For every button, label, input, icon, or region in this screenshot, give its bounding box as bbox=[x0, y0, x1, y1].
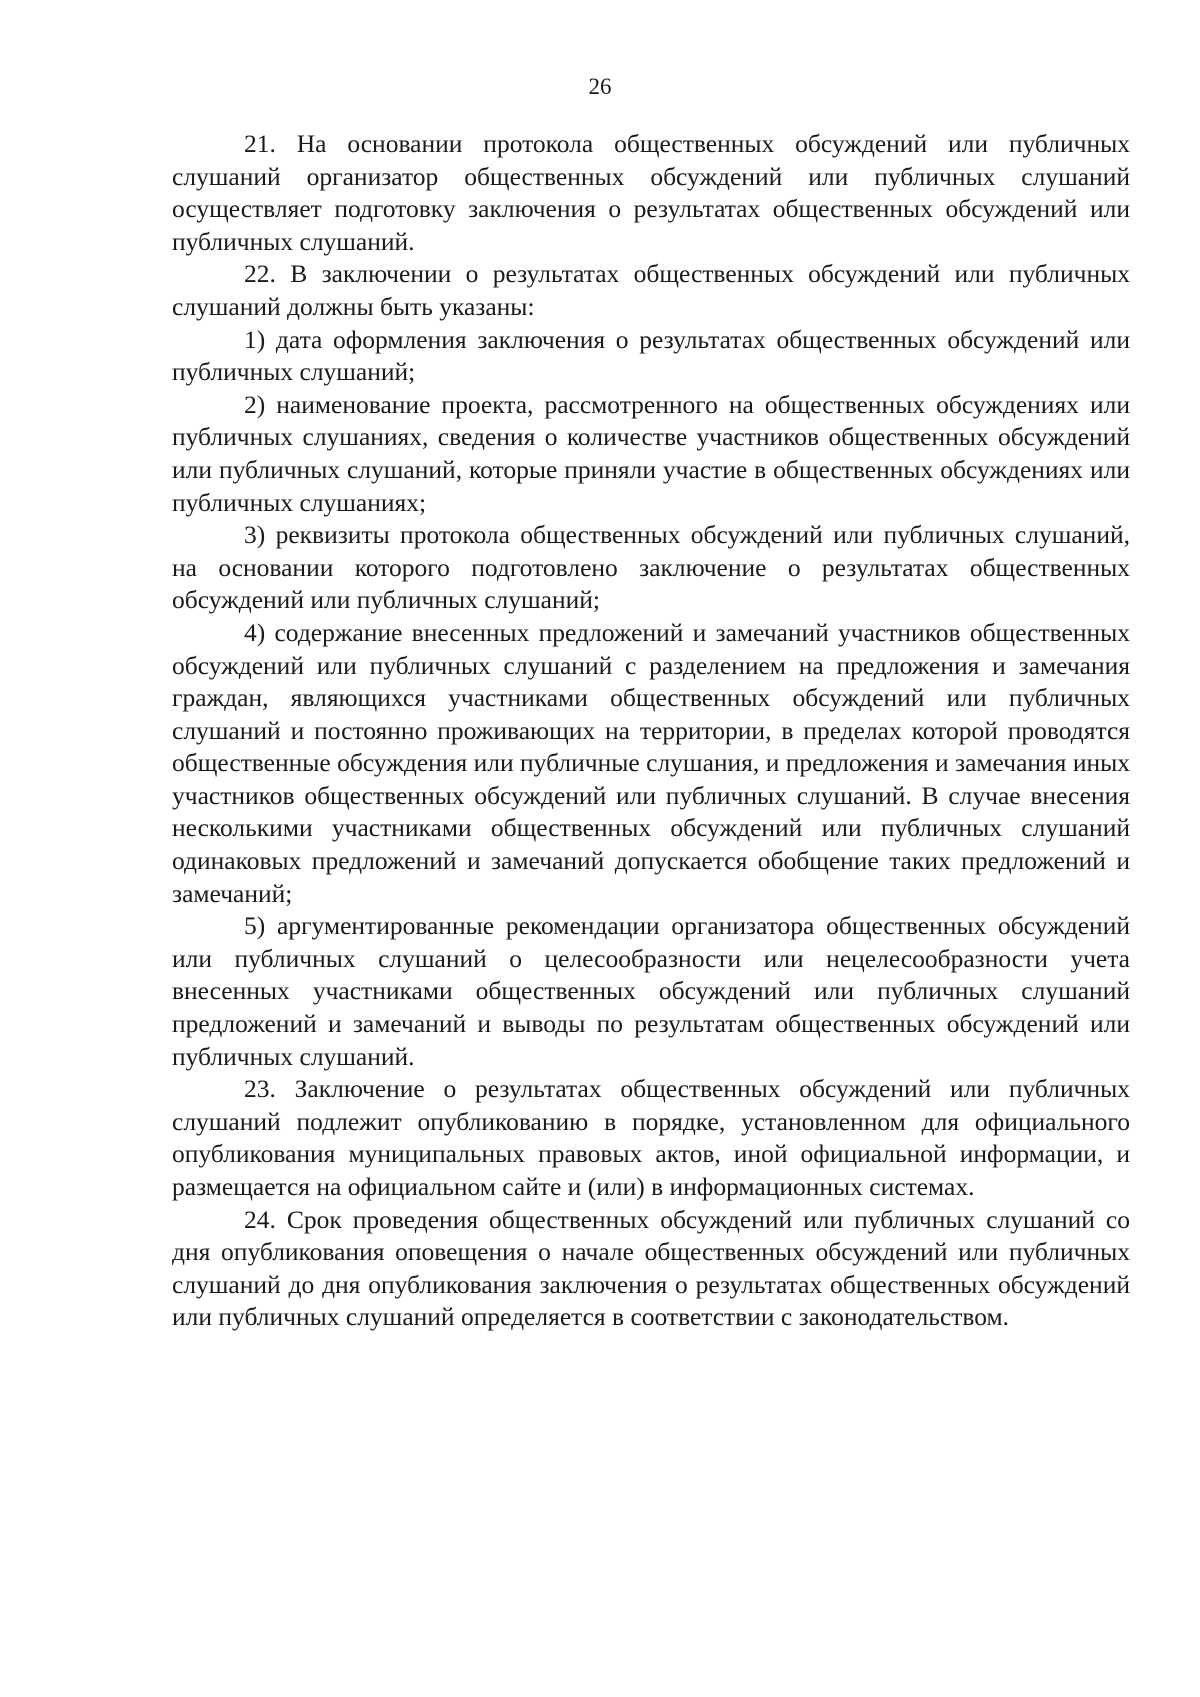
paragraph-23: 23. Заключение о результатах общественных обсуждений или публичных слушаний подлежит опубликованию в порядке, установленном для официального опубликования муниципальных правовых актов, иной официальной информации, и размещается на официальном сайте и (или) в информационных системах. bbox=[172, 1074, 1130, 1201]
page-number: 26 bbox=[588, 74, 612, 99]
list-item-5: 5) аргументированные рекомендации организатора общественных обсуждений или публичных слушаний о целесообразности или нецелесообразности учета внесенных участниками общественных обсуждений или публичных слушаний предложений и замечаний и выводы по результатам общественных обсуждений или публичных слушаний. bbox=[172, 911, 1130, 1071]
paragraph-24: 24. Срок проведения общественных обсуждений или публичных слушаний со дня опубликования оповещения о начале общественных обсуждений или публичных слушаний до дня опубликования заключения о результатах общественных обсуждений или публичных слушаний определяется в соответствии с законодательством. bbox=[172, 1204, 1130, 1332]
paragraph-22: 22. В заключении о результатах общественных обсуждений или публичных слушаний должны быть указаны: bbox=[172, 259, 1130, 321]
document-body bbox=[172, 128, 1130, 1334]
paragraph-21: 21. На основании протокола общественных обсуждений или публичных слушаний организатор общественных обсуждений или публичных слушаний осуществляет подготовку заключения о результатах общественных обсуждений или публичных слушаний. bbox=[172, 129, 1130, 256]
list-item-4: 4) содержание внесенных предложений и замечаний участников общественных обсуждений или публичных слушаний с разделением на предложения и замечания граждан, являющихся участниками общественных обсуждений или публичных слушаний и постоянно проживающих на территории, в пределах которой проводятся общественные обсуждения или публичные слушания, и предложения и замечания иных участников общественных обсуждений или публичных слушаний. В случае внесения несколькими участниками общественных обсуждений или публичных слушаний одинаковых предложений и замечаний допускается обобщение таких предложений и замечаний; bbox=[172, 617, 1130, 908]
list-item-2: 2) наименование проекта, рассмотренного на общественных обсуждениях или публичных слушаниях, сведения о количестве участников общественных обсуждений или публичных слушаний, которые приняли участие в общественных обсуждениях или публичных слушаниях; bbox=[172, 389, 1130, 517]
list-item-3: 3) реквизиты протокола общественных обсуждений или публичных слушаний, на основании которого подготовлено заключение о результатах общественных обсуждений или публичных слушаний; bbox=[172, 520, 1130, 615]
list-item-1: 1) дата оформления заключения о результатах общественных обсуждений или публичных слушаний; bbox=[172, 324, 1130, 387]
